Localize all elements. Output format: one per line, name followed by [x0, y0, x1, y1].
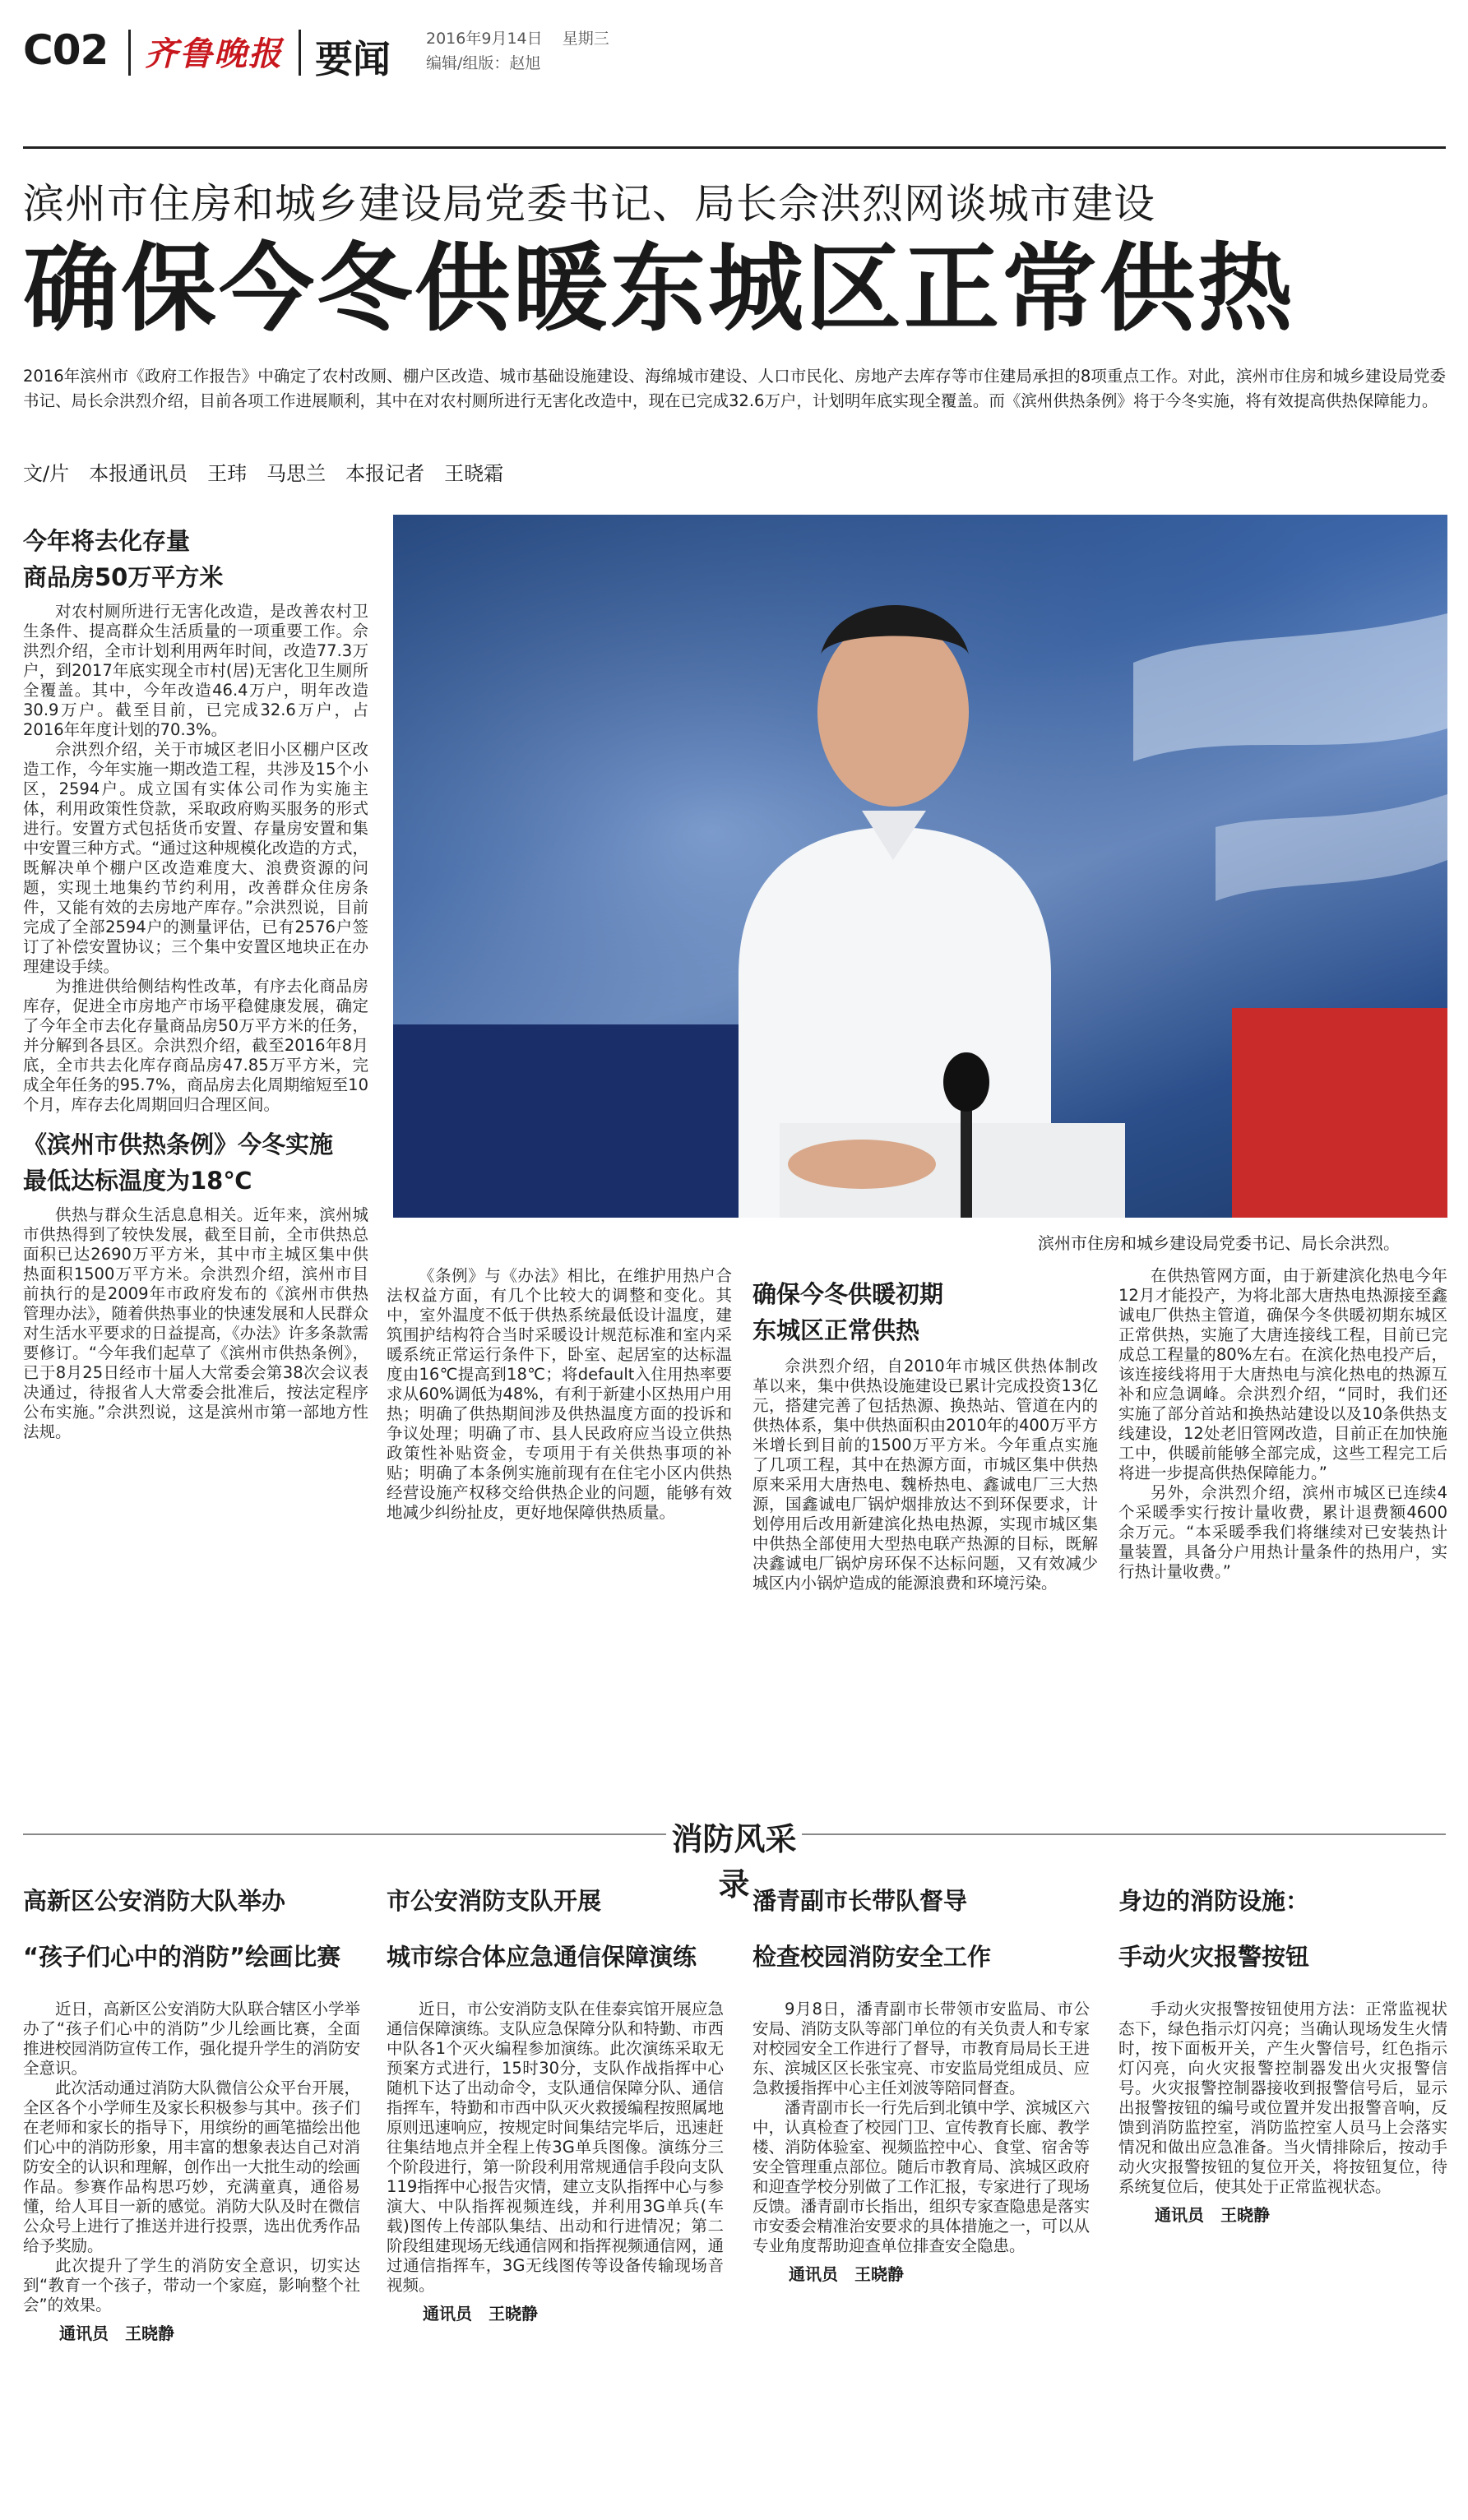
article-lead: 2016年滨州市《政府工作报告》中确定了农村改厕、棚户区改造、城市基础设施建设、海绵城市建设、人口市民化、房地产去库存等市住建局承担的8项重点工作。对此，滨州市住房和城乡建设局党委书记、局长佘洪烈介绍，目前各项工作进展顺利，其中在对农村厕所进行无害化改造中，现在已完成32.6万户，计划明年底实现全覆盖。而《滨州供热条例》将于今冬实施，将有效提高供热保障能力。 [23, 367, 1446, 410]
fire-article-title: 检查校园消防安全工作 [753, 1943, 992, 1971]
newspaper-logo: 齐鲁晚报 [145, 35, 283, 73]
masthead [23, 23, 1446, 81]
paragraph: 近日，高新区公安消防大队联合辖区小学举办了“孩子们心中的消防”少儿绘画比赛，全面推进校园消防宣传工作，强化提升学生的消防安全意识。 [23, 2000, 360, 2078]
fire-article-title: “孩子们心中的消防”绘画比赛 [23, 1943, 341, 1971]
divider [299, 30, 301, 76]
paragraph: 手动火灾报警按钮使用方法：正常监视状态下，绿色指示灯闪亮；当确认现场发生火情时，按下面板开关，产生火警信号，红色指示灯闪亮，向火灾报警控制器发出火灾报警信号。火灾报警控制器接收到报警信号后，显示出报警按钮的编号或位置并发出报警音响，反馈到消防监控室，消防监控室人员马上会落实情况和做出应急准备。当火情排除后，按动手动火灾报警按钮的复位开关，将按钮复位，待系统复位后，使其处于正常监视状态。 [1118, 2000, 1447, 2196]
paragraph: 近日，市公安消防支队在佳泰宾馆开展应急通信保障演练。支队应急保障分队和特勤、市西中队各1个灭火编程参加演练。此次演练采取无预案方式进行，15时30分，支队作战指挥中心随机下达了出动命令，支队通信保障分队、通信指挥车，特勤和市西中队灭火救援编程按照属地原则迅速响应，按规定时间集结完毕后，迅速赶往集结地点并全程上传3G单兵图像。演练分三个阶段进行，第一阶段利用常规通信手段向支队119指挥中心报告灾情，建立支队指挥中心与参演大、中队指挥视频连线，并利用3G单兵(车载)图传上传部队集结、出动和行进情况；第二阶段组建现场无线通信网和指挥视频通信网，通过通信指挥车，3G无线图传等设备传输现场音视频。 [387, 2000, 724, 2295]
article-credit: 通讯员 王晓静 [789, 2264, 904, 2284]
paragraph: 此次活动通过消防大队微信公众平台开展，全区各个小学师生及家长积极参与其中。孩子们在老师和家长的指导下，用缤纷的画笔描绘出他们心中的消防形象，用丰富的想象表达自己对消防安全的认识和理解，创作出一大批生动的绘画作品。参赛作品构思巧妙，充满童真，通俗易懂，给人耳目一新的感觉。消防大队及时在微信公众号上进行了推送并进行投票，选出优秀作品给予奖励。 [23, 2078, 360, 2255]
fire-article-title: 高新区公安消防大队举办 [23, 1887, 286, 1915]
fire-article-title: 身边的消防设施： [1118, 1887, 1310, 1915]
paragraph: 对农村厕所进行无害化改造，是改善农村卫生条件、提高群众生活质量的一项重要工作。佘洪烈介绍，全市计划利用两年时间，改造77.3万户，到2017年底实现全市村(居)无害化卫生厕所全覆盖。其中，今年改造46.4万户，明年改造30.9万户。截至目前，已完成32.6万户，占2016年年度计划的70.3%。 [23, 602, 368, 739]
fire-article-title: 潘青副市长带队督导 [753, 1887, 968, 1915]
section-heading: 确保今冬供暖初期 [753, 1280, 944, 1308]
editor-credit: 编辑/组版：赵旭 [426, 54, 541, 72]
paragraph: 此次提升了学生的消防安全意识，切实达到“教育一个孩子，带动一个家庭，影响整个社会”的效果。 [23, 2256, 360, 2314]
fire-article-3 [753, 1883, 1090, 2516]
section-heading: 商品房50万平方米 [23, 563, 224, 591]
section-heading: 东城区正常供热 [753, 1316, 920, 1344]
portrait-photo [393, 515, 1447, 1218]
section-heading: 《滨州市供热条例》今冬实施 [23, 1131, 334, 1158]
paragraph: 《条例》与《办法》相比，在维护用热户合法权益方面，有几个比较大的调整和变化。其中，室外温度不低于供热系统最低设计温度，建筑围护结构符合当时采暖设计规范标准和室内采暖系统正常运行条件下，卧室、起居室的达标温度由16℃提高到18℃；将default入住用热率要求从60%调低为48%，有利于新建小区热用户用热；明确了供热期间涉及供热温度方面的投诉和争议处理；明确了市、县人民政府应当设立供热政策性补贴资金，专项用于有关供热事项的补贴；明确了本条例实施前现有在住宅小区内供热经营设施产权移交给供热企业的问题，能够有效地减少纠纷扯皮，更好地保障供热质量。 [387, 1266, 732, 1522]
fire-article-title: 城市综合体应急通信保障演练 [387, 1943, 697, 1971]
column-right [1118, 1266, 1447, 1759]
photo-caption: 滨州市住房和城乡建设局党委书记、局长佘洪烈。 [1038, 1233, 1400, 1253]
column-middle-right [753, 1276, 1098, 1761]
section-heading: 最低达标温度为18℃ [23, 1167, 252, 1195]
article-byline: 文/片 本报通讯员 王玮 马思兰 本报记者 王晓霜 [23, 462, 504, 485]
fire-article-2 [387, 1883, 724, 2516]
fire-article-4 [1118, 1883, 1447, 2516]
page-number: C02 [23, 26, 109, 74]
header-rule [23, 146, 1446, 149]
paragraph: 另外，佘洪烈介绍，滨州市城区已连续4个采暖季实行按计量收费，累计退费额4600余万元。“本采暖季我们将继续对已安装热计量装置，具备分户用热计量条件的热用户，实行热计量收费。” [1118, 1483, 1447, 1581]
article-credit: 通讯员 王晓静 [59, 2323, 174, 2343]
column-left [23, 523, 368, 1999]
divider [128, 30, 131, 76]
issue-date: 2016年9月14日 星期三 [426, 30, 609, 48]
paragraph: 9月8日，潘青副市长带领市安监局、市公安局、消防支队等部门单位的有关负责人和专家对校园安全工作进行了督导，市教育局局长王进东、滨城区区长张宝亮、市安监局党组成员、应急救援指挥中心主任刘波等陪同督查。 [753, 2000, 1090, 2097]
photo-illustration [393, 515, 1447, 1218]
paragraph: 佘洪烈介绍，自2010年市城区供热体制改革以来，集中供热设施建设已累计完成投资13亿元，搭建完善了包括热源、换热站、管道在内的供热体系，集中供热面积由2010年的400万平方米增长到目前的1500万平方米。今年重点实施了几项工程，其中在热源方面，市城区集中供热原来采用大唐热电、魏桥热电、鑫诚电厂三大热源，国鑫诚电厂锅炉烟排放达不到环保要求，计划停用后改用新建滨化热电热源，实现市城区集中供热全部使用大型热电联产热源的目标，既解决鑫诚电厂锅炉房环保不达标问题，又有效减少城区内小锅炉造成的能源浪费和环境污染。 [753, 1357, 1098, 1593]
paragraph: 潘青副市长一行先后到北镇中学、滨城区六中，认真检查了校园门卫、宣传教育长廊、教学楼、消防体验室、视频监控中心、食堂、宿舍等安全管理重点部位。随后市教育局、滨城区政府和迎查学校分别做了工作汇报，专家进行了现场反馈。潘青副市长指出，组织专家查隐患是落实市安委会精准治安要求的具体措施之一，可以从专业角度帮助迎查单位排查安全隐患。 [753, 2098, 1090, 2255]
paragraph: 佘洪烈介绍，关于市城区老旧小区棚户区改造工作，今年实施一期改造工程，共涉及15个小区，2594户。成立国有实体公司作为实施主体，利用政策性贷款，采取政府购买服务的形式进行。安置方式包括货币安置、存量房安置和集中安置三种方式。“通过这种规模化改造的方式，既解决单个棚户区改造难度大、浪费资源的问题，实现土地集约节约利用，改善群众住房条件，又能有效的去房地产库存。”佘洪烈说，目前完成了全部2594户的测量评估，已有2576户签订了补偿安置协议；三个集中安置区地块正在办理建设手续。 [23, 740, 368, 976]
paragraph: 在供热管网方面，由于新建滨化热电今年12月才能投产，为将北部大唐热电热源接至鑫诚电厂供热主管道，确保今冬供暖初期东城区正常供热，实施了大唐连接线工程，目前已完成总工程量的80%左右。在滨化热电投产后，该连接线将用于大唐热电与滨化热电的热源互补和应急调峰。佘洪烈介绍，“同时，我们还实施了部分首站和换热站建设以及10条供热支线建设，12处老旧管网改造，目前正在加快施工中，供暖前能够全部完成，这些工程完工后将进一步提高供热保障能力。” [1118, 1266, 1447, 1482]
article-headline: 确保今冬供暖东城区正常供热 [23, 234, 1295, 344]
article-credit: 通讯员 王晓静 [1155, 2205, 1270, 2225]
column-middle-left [387, 1266, 732, 1759]
section-heading: 今年将去化存量 [23, 527, 191, 555]
article-kicker: 滨州市住房和城乡建设局党委书记、局长佘洪烈网谈城市建设 [23, 180, 1155, 228]
fire-article-title: 市公安消防支队开展 [387, 1887, 602, 1915]
paragraph: 为推进供给侧结构性改革，有序去化商品房库存，促进全市房地产市场平稳健康发展，确定了今年全市去化存量商品房50万平方米的任务，并分解到各县区。佘洪烈介绍，截至2016年8月底，全市共去化库存商品房47.85万平方米，完成全年任务的95.7%，商品房去化周期缩短至10个月，库存去化周期回归合理区间。 [23, 977, 368, 1114]
section-name: 要闻 [315, 37, 391, 81]
fire-article-1 [23, 1883, 360, 2516]
article-credit: 通讯员 王晓静 [423, 2304, 538, 2323]
paragraph: 供热与群众生活息息相关。近年来，滨州城市供热得到了较快发展，截至目前，全市供热总面积已达2690万平方米，其中市主城区集中供热面积1500万平方米。佘洪烈介绍，滨州市目前执行的是2009年市政府发布的《滨州市供热管理办法》，随着供热事业的快速发展和人民群众对生活水平要求的日益提高，《办法》许多条款需要修订。“今年我们起草了《滨州市供热条例》，已于8月25日经市十届人大常委会第38次会议表决通过，待报省人大常委会批准后，按法定程序公布实施。”佘洪烈说，这是滨州市第一部地方性法规。 [23, 1205, 368, 1441]
fire-article-title: 手动火灾报警按钮 [1118, 1943, 1310, 1971]
section-title: 消防风采录 [666, 1814, 802, 1904]
